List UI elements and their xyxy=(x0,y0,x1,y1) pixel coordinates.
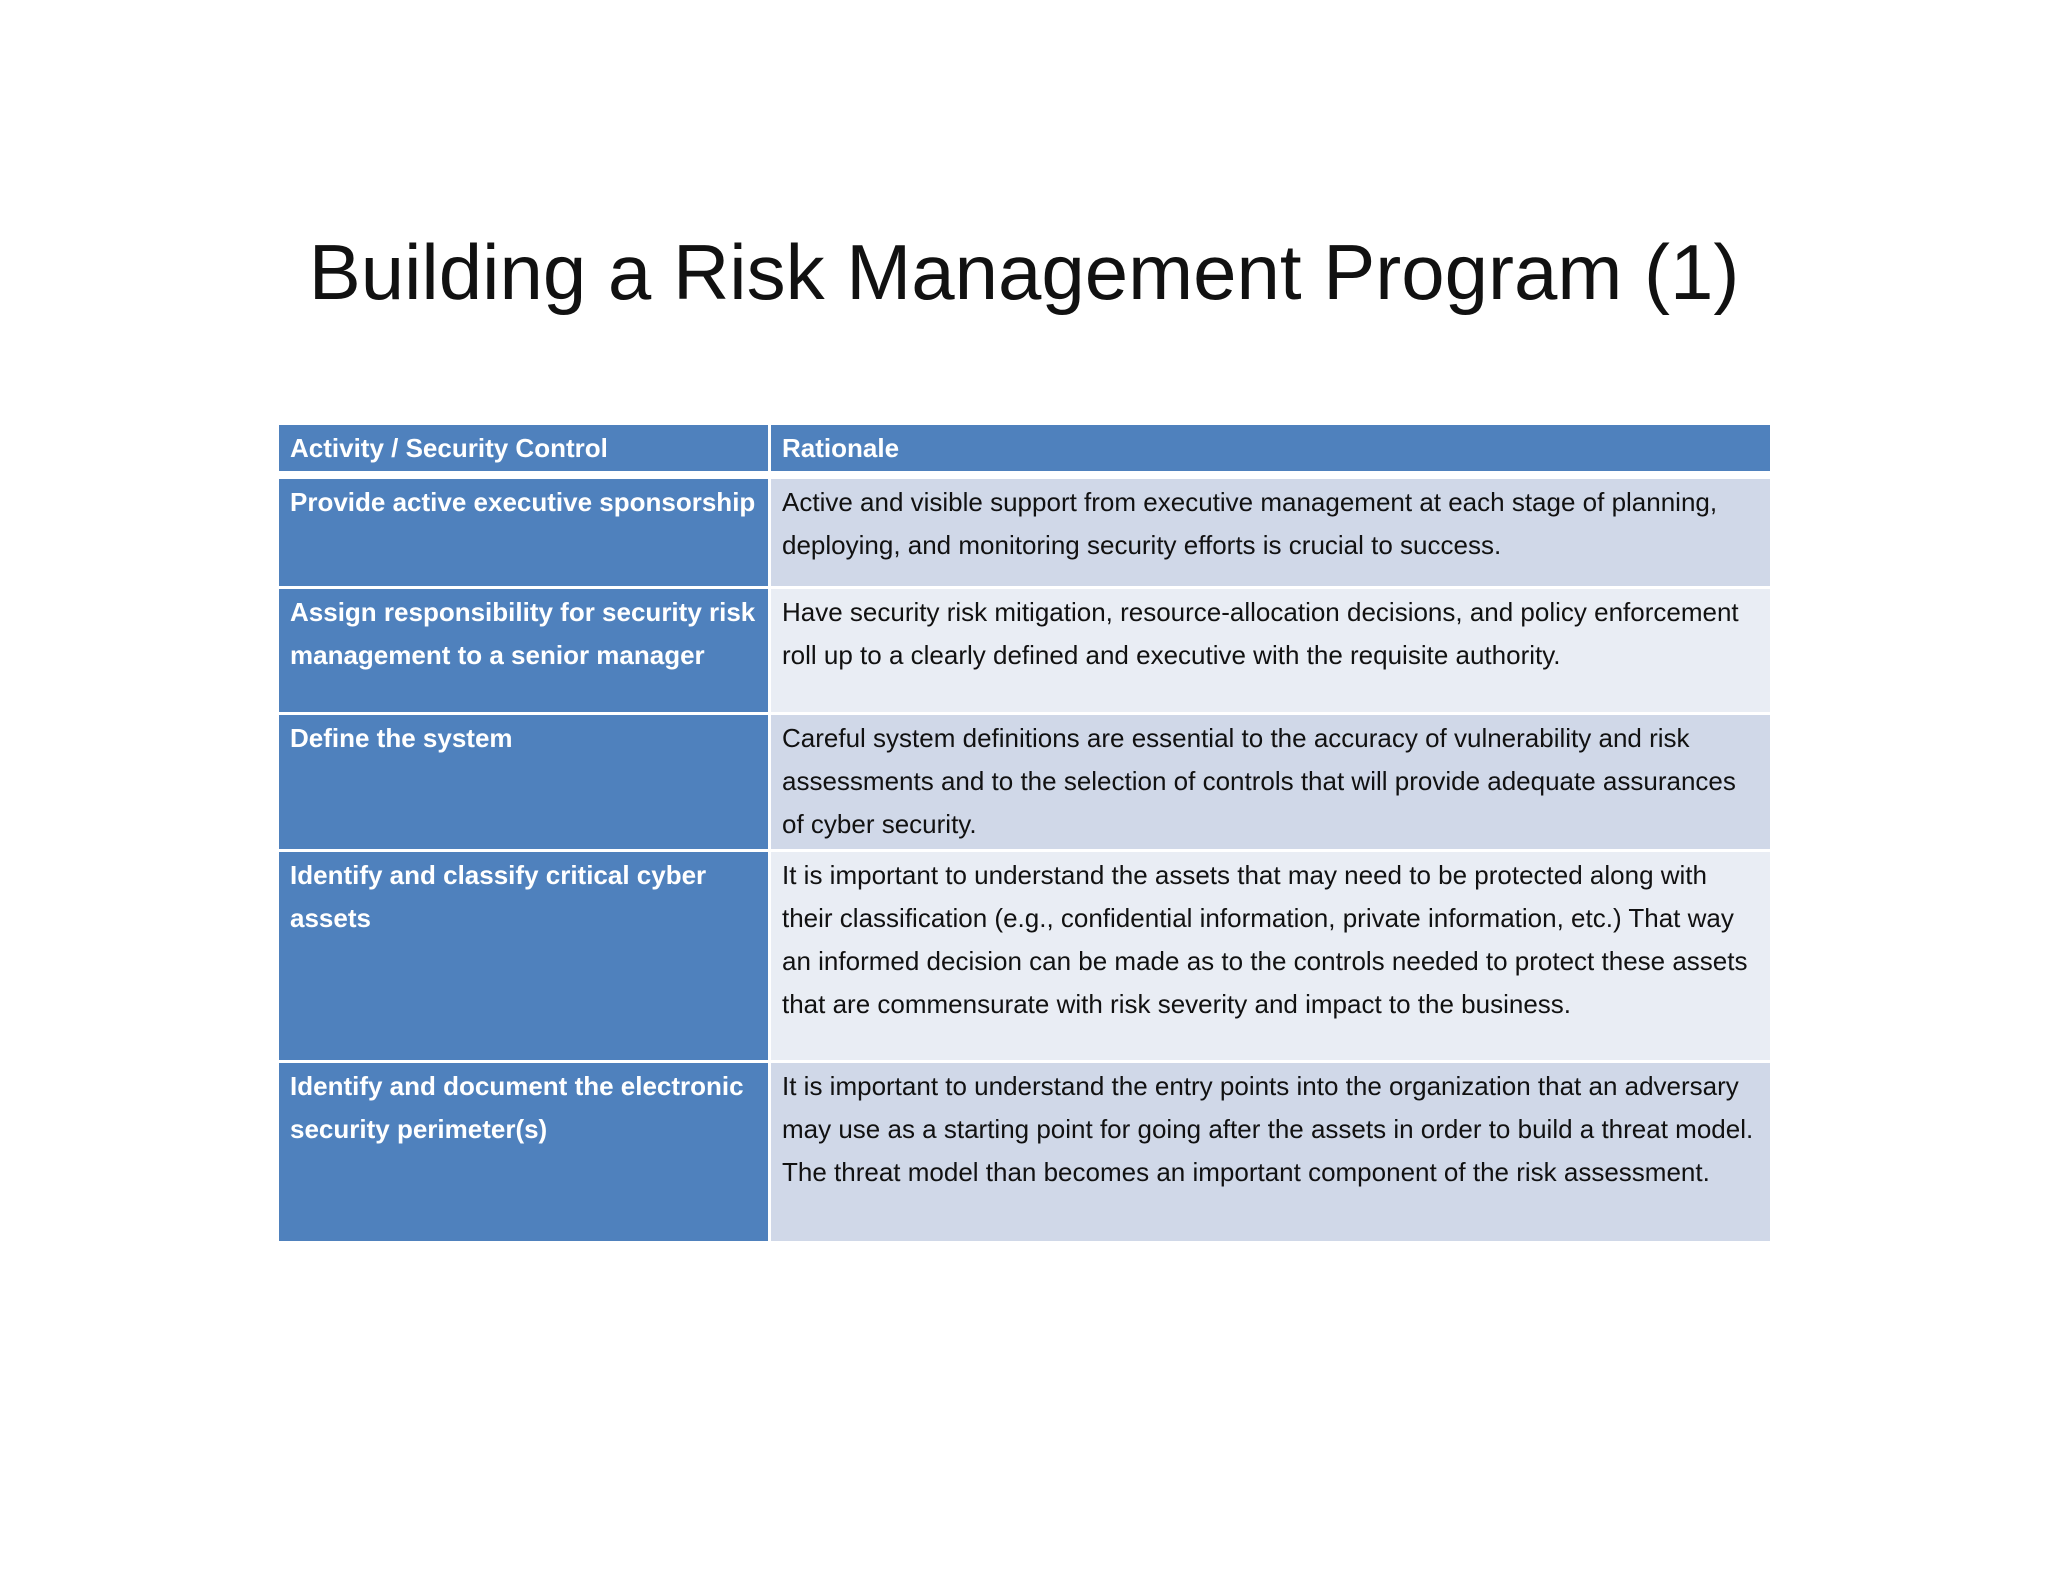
table-row xyxy=(278,713,1772,850)
rationale-cell: Careful system definitions are essential to the accuracy of vulnerability and risk assessments and to the selection of controls that will provide adequate assurances of cyber security. xyxy=(770,713,1772,850)
rationale-cell: It is important to understand the assets that may need to be protected along with their classification (e.g., confidential information, private information, etc.) That way an informed decision can be made as to the controls needed to protect these assets that are commensurate with risk severity and impact to the business. xyxy=(770,850,1772,1061)
activity-cell: Identify and classify critical cyber assets xyxy=(278,850,770,1061)
table-row xyxy=(278,850,1772,1061)
slide-title: Building a Risk Management Program (1) xyxy=(308,228,1740,316)
table-body xyxy=(278,475,1772,1242)
header-rationale: Rationale xyxy=(770,424,1772,476)
table-row xyxy=(278,587,1772,713)
activity-cell: Identify and document the electronic security perimeter(s) xyxy=(278,1061,770,1242)
activity-cell: Provide active executive sponsorship xyxy=(278,475,770,587)
risk-program-table xyxy=(276,422,1773,1244)
table-row xyxy=(278,1061,1772,1242)
header-activity: Activity / Security Control xyxy=(278,424,770,476)
table-header xyxy=(278,424,1772,476)
activity-cell: Assign responsibility for security risk management to a senior manager xyxy=(278,587,770,713)
table-row xyxy=(278,475,1772,587)
activity-cell: Define the system xyxy=(278,713,770,850)
header-row xyxy=(278,424,1772,476)
rationale-cell: Have security risk mitigation, resource-allocation decisions, and policy enforcement roll up to a clearly defined and executive with the requisite authority. xyxy=(770,587,1772,713)
rationale-cell: It is important to understand the entry points into the organization that an adversary may use as a starting point for going after the assets in order to build a threat model. The threat model than becomes an important component of the risk assessment. xyxy=(770,1061,1772,1242)
rationale-cell: Active and visible support from executive management at each stage of planning, deploying, and monitoring security efforts is crucial to success. xyxy=(770,475,1772,587)
